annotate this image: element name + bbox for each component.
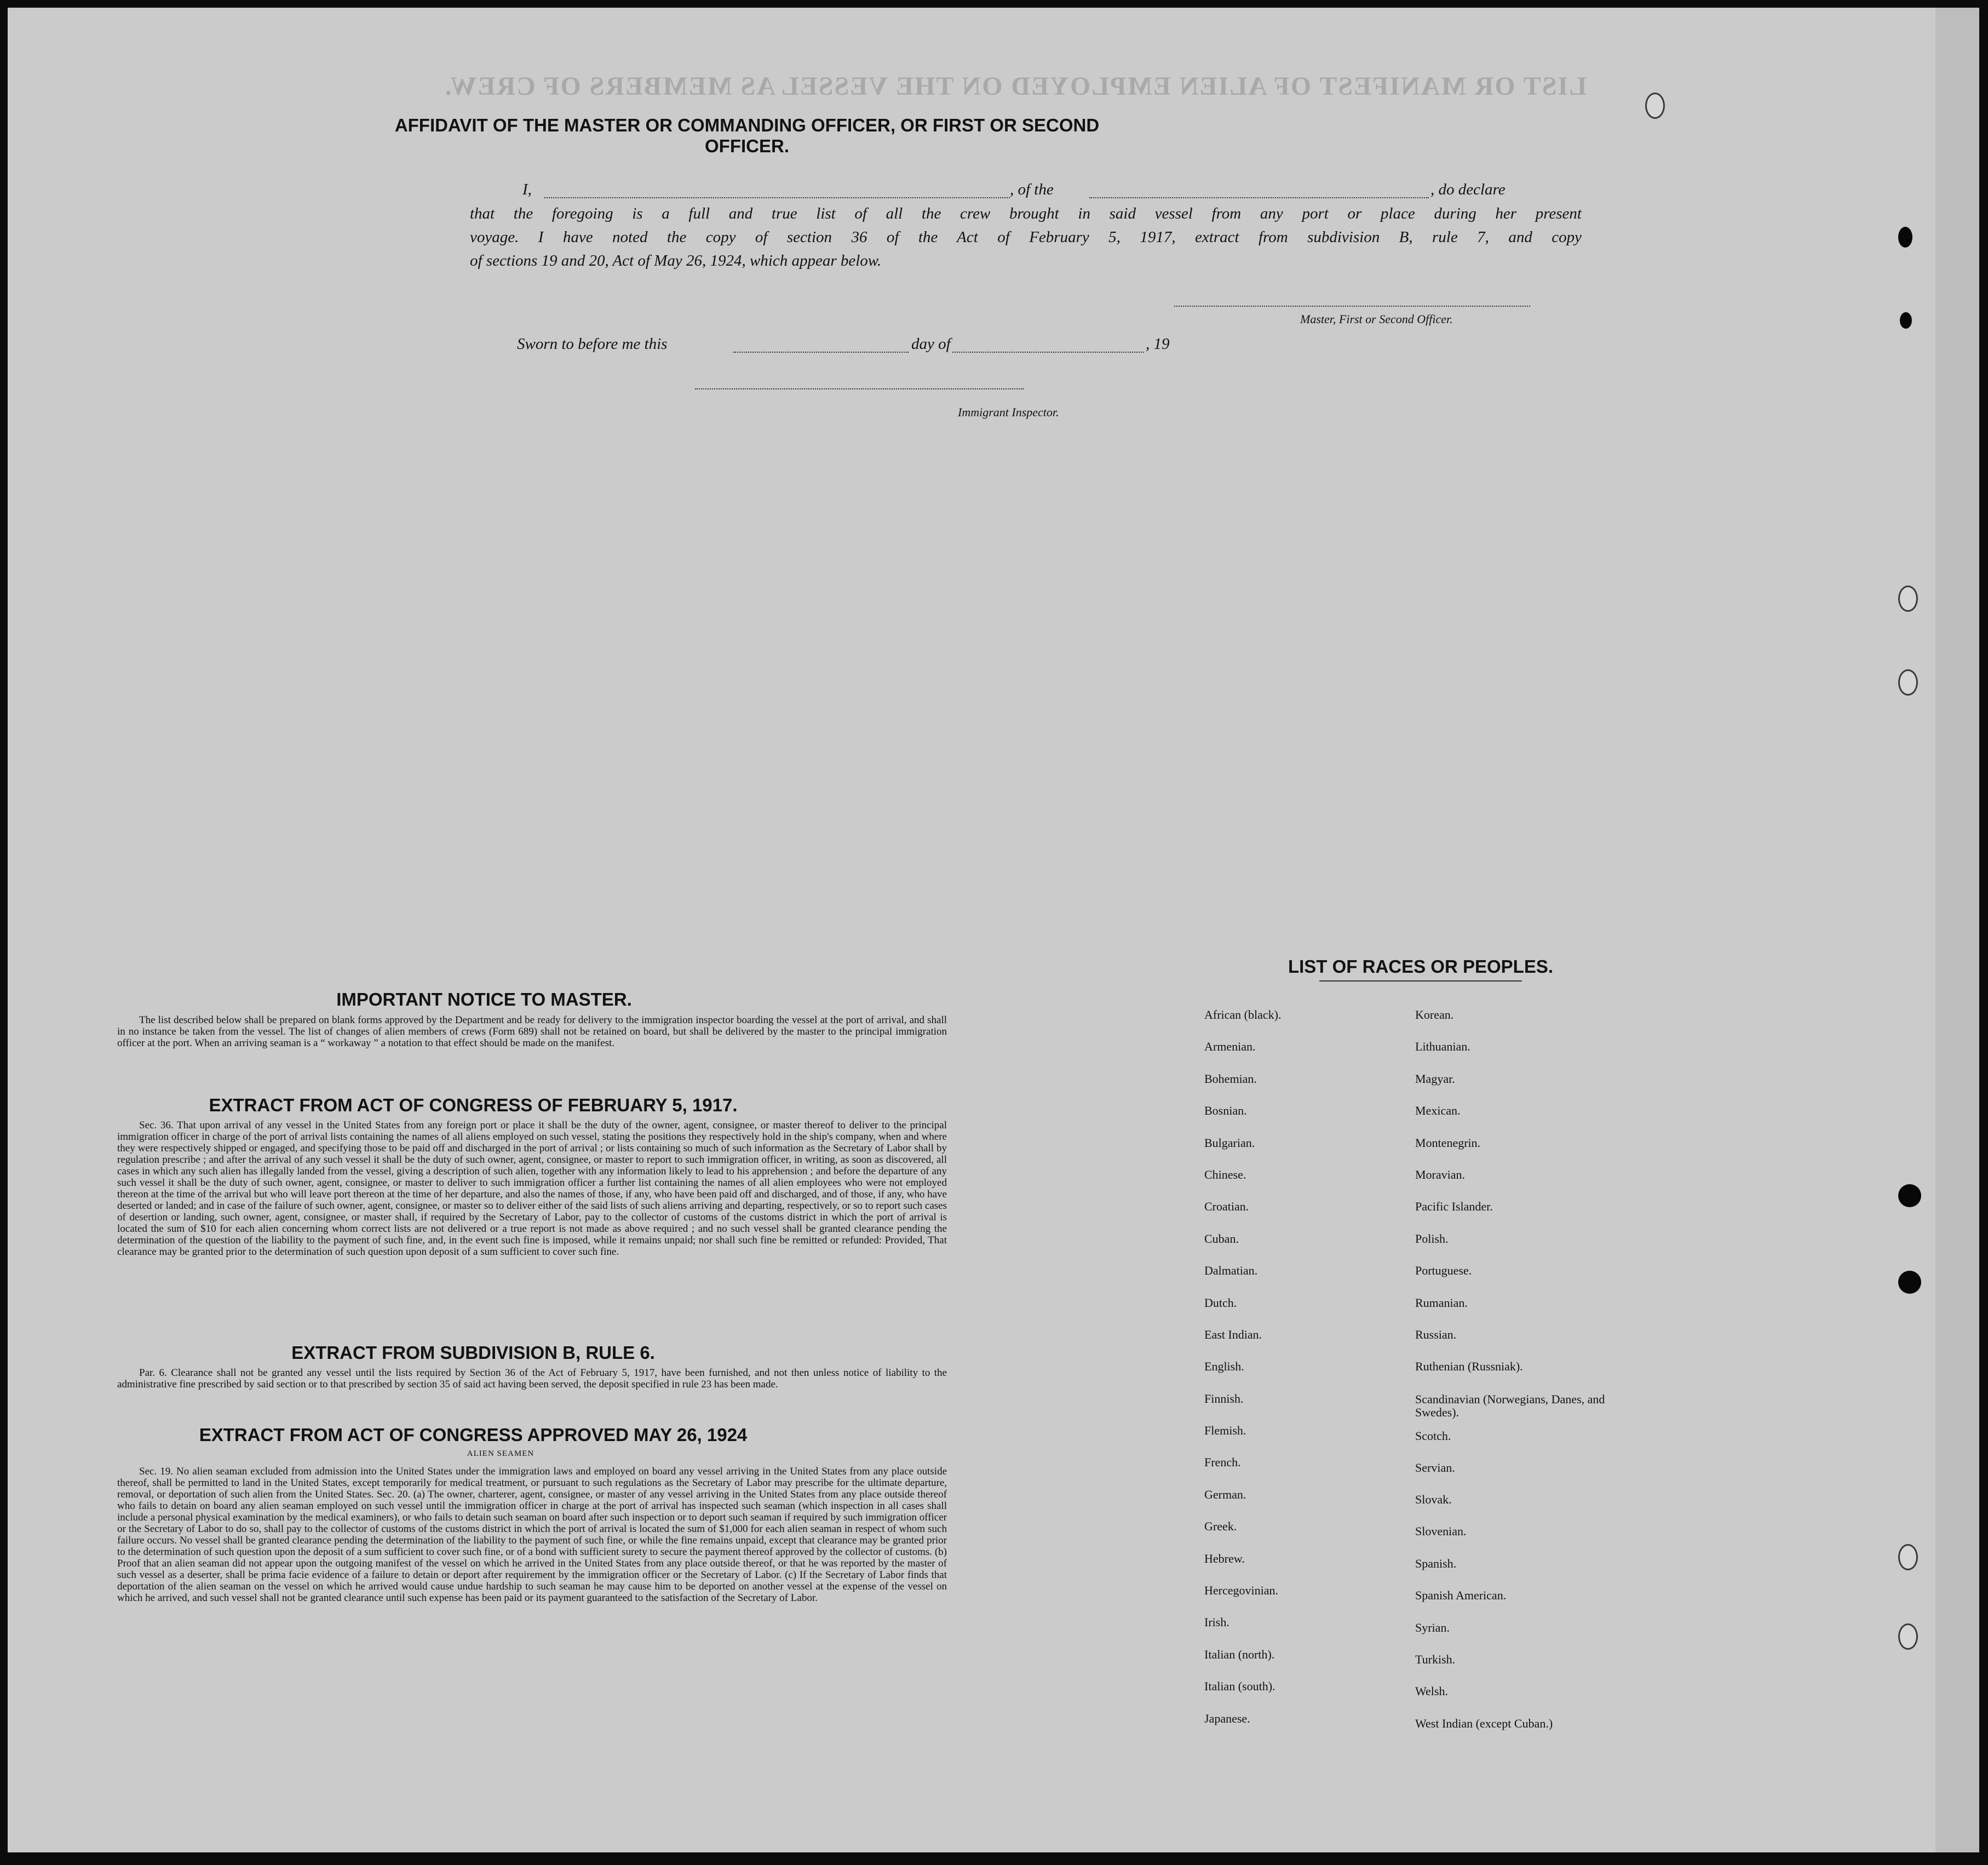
race-item: Scotch. bbox=[1415, 1428, 1451, 1443]
extract1-body: Sec. 36. That upon arrival of any vessel in the United States from any foreign port or place it shall be the duty of the owner, agent, consignee, or master thereof to deliver to the principal immigration officer in charge of the port of arrival lists containing the names of all aliens employed on such vessel, stating the positions they respectively hold in the ship's company, when and where they were respectively shipped or engaged, and specifying those to be paid off and discharged in the port of arrival ; or lists containing so much of such information as the Secretary of Labor shall by regulation prescribe ; and after the arrival of any such vessel it shall be the duty of such owner, agent, consignee, or master to report to such immigration officer, in writing, as soon as discovered, all cases in which any such alien has illegally landed from the vessel, giving a description of such alien, together with any information likely to lead to his apprehension ; and before the departure of any such vessel it shall be the duty of such owner, agent, consignee, or master to deliver to such immigration officer a further list containing the names of all alien employees who were not employed thereon at the time of the arrival but who will leave port thereon at the time of her departure, and also the names of those, if any, who have been paid off and discharged, and of those, if any, who have deserted or landed; and in case of the failure of such owner, agent, consignee, or master so to deliver either of the said lists of such aliens arriving and departing, respectively, or so to report such cases of desertion or landing, such owner, agent, consignee, or master shall, if required by the Secretary of Labor, pay to the collector of customs of the customs district in which the port of arrival is located the sum of $10 for each alien concerning whom correct lists are not delivered or a true report is not made as above required ; and no such vessel shall be granted clearance pending the determination of the question of the liability to the payment of such fine, and, in the event such fine is imposed, while it remains unpaid; nor shall such fine be remitted or refunded: Provided, That clearance may be granted prior to the determination of such question upon deposit of a sum sufficient to cover such fine. bbox=[117, 1120, 947, 1258]
race-item: West Indian (except Cuban.) bbox=[1415, 1716, 1553, 1730]
extract3-title: EXTRACT FROM ACT OF CONGRESS APPROVED MAY 26, 1924 bbox=[199, 1425, 748, 1445]
race-item: Italian (north). bbox=[1204, 1647, 1275, 1661]
vessel-line[interactable] bbox=[1089, 197, 1429, 198]
race-item: Bulgarian. bbox=[1204, 1135, 1255, 1150]
affidavit-line3: voyage. I have noted the copy of section 36 of the Act of February 5, 1917, extract from subdivision B, rule 7, and copy bbox=[470, 228, 1582, 246]
affidavit-declare: , do declare bbox=[1430, 181, 1506, 198]
race-item: Hercegovinian. bbox=[1204, 1583, 1278, 1598]
race-item: African (black). bbox=[1204, 1008, 1282, 1022]
race-item: Ruthenian (Russniak). bbox=[1415, 1359, 1523, 1374]
race-item: Mexican. bbox=[1415, 1104, 1461, 1118]
race-item: Montenegrin. bbox=[1415, 1135, 1481, 1150]
race-item: Hebrew. bbox=[1204, 1551, 1245, 1565]
race-item: Scandinavian (Norwegians, Danes, and Swedes). bbox=[1415, 1392, 1605, 1419]
race-item: Greek. bbox=[1204, 1519, 1237, 1534]
race-item: Japanese. bbox=[1204, 1711, 1250, 1725]
race-item: Cuban. bbox=[1204, 1231, 1239, 1246]
punch-hole bbox=[1898, 669, 1918, 696]
race-item: Slovenian. bbox=[1415, 1524, 1467, 1539]
race-item: Bohemian. bbox=[1204, 1071, 1257, 1086]
races-title: LIST OF RACES OR PEOPLES. bbox=[1288, 956, 1554, 977]
race-item: Spanish. bbox=[1415, 1556, 1457, 1570]
sworn-day-line[interactable] bbox=[733, 352, 909, 353]
punch-hole bbox=[1898, 1623, 1918, 1650]
races-col2 bbox=[1415, 1008, 1645, 1748]
punch-dot bbox=[1898, 1184, 1921, 1207]
race-item: Servian. bbox=[1415, 1460, 1455, 1474]
race-item: Flemish. bbox=[1204, 1424, 1246, 1438]
notice-title: IMPORTANT NOTICE TO MASTER. bbox=[336, 989, 632, 1009]
year-label: , 19 bbox=[1146, 335, 1170, 353]
extract2-title: EXTRACT FROM SUBDIVISION B, RULE 6. bbox=[291, 1342, 655, 1363]
race-item: Rumanian. bbox=[1415, 1295, 1468, 1310]
punch-hole bbox=[1645, 93, 1665, 119]
race-item: Pacific Islander. bbox=[1415, 1200, 1493, 1214]
sworn-month-line[interactable] bbox=[952, 352, 1144, 353]
race-item: Slovak. bbox=[1415, 1493, 1452, 1507]
race-item: Polish. bbox=[1415, 1231, 1449, 1246]
master-label: Master, First or Second Officer. bbox=[1300, 312, 1453, 326]
race-item: Korean. bbox=[1415, 1008, 1454, 1022]
race-item: English. bbox=[1204, 1359, 1244, 1374]
race-item: Syrian. bbox=[1415, 1620, 1450, 1634]
race-item: Magyar. bbox=[1415, 1071, 1455, 1086]
sworn-label: Sworn to before me this bbox=[517, 335, 668, 353]
punch-hole bbox=[1898, 586, 1918, 612]
extract3-subtitle: ALIEN SEAMEN bbox=[467, 1449, 535, 1458]
extract2-body: Par. 6. Clearance shall not be granted any vessel until the lists required by Section 36 of the Act of February 5, 1917, have been furnished, and not then unless notice of liability to the administrative fine prescribed by said section or to that prescribed by section 35 of said act having been served, the deposit specified in rule 23 has been made. bbox=[117, 1367, 947, 1390]
affidavit-of-the: , of the bbox=[1010, 181, 1054, 198]
notice-body: The list described below shall be prepared on blank forms approved by the Department and be ready for delivery to the immigration inspector boarding the vessel at the port of arrival, and shall in no instance be taken from the vessel. The list of changes of alien members of crews (Form 689) shall not be retained on board, but shall be delivered by the master to the principal immigration officer at the port. When an arriving seaman is a “ workaway ” a notation to that effect should be made on the manifest. bbox=[117, 1014, 947, 1049]
inspector-label: Immigrant Inspector. bbox=[958, 405, 1059, 419]
race-item: Croatian. bbox=[1204, 1200, 1249, 1214]
race-item: French. bbox=[1204, 1455, 1241, 1470]
races-title-underline bbox=[1319, 980, 1522, 982]
inspector-signature-line[interactable] bbox=[695, 388, 1024, 389]
extract1-title: EXTRACT FROM ACT OF CONGRESS OF FEBRUARY 5, 1917. bbox=[209, 1095, 738, 1115]
extract3-body: Sec. 19. No alien seaman excluded from admission into the United States under the immigration laws and employed on board any vessel arriving in the United States from any place outside thereof, shall be permitted to land in the United States, except temporarily for medical treatment, or pursuant to such regulations as the Secretary of Labor may prescribe for the ultimate departure, removal, or deportation of such alien from the United States. Sec. 20. (a) The owner, charterer, agent, consignee, or master of any vessel arriving in the United States from any place outside thereof who fails to detain on board any alien seaman employed on such vessel until the immigration officer in charge at the port of arrival has inspected such seaman (which inspection in all cases shall include a personal physical examination by the medical examiners), or who fails to detain such seaman on board after such inspection or to deport such seaman if required by such immigration officer or the Secretary of Labor to do so, shall pay to the collector of customs of the customs district in which the port of arrival is located the sum of $1,000 for each alien seaman in respect of whom such failure occurs. No vessel shall be granted clearance pending the determination of the liability to the payment of such fine, or while the fine remains unpaid, except that clearance may be granted prior to the determination of such question upon the deposit of a sum sufficient to cover such fine, or of a bond with sufficient surety to secure the payment thereof approved by the collector of customs. (b) Proof that an alien seaman did not appear upon the outgoing manifest of the vessel on which he arrived in the United States from any place outside thereof, or that he was reported by the master of such vessel as a deserter, shall be prima facie evidence of a failure to detain or deport after requirement by the immigration officer or the Secretary of Labor. (c) If the Secretary of Labor finds that deportation of the alien seaman on the vessel on which he arrived would cause undue hardship to such seaman he may cause him to be deported on another vessel at the expense of the vessel on which he arrived, and such vessel shall not be granted clearance until such expense has been paid or its payment guaranteed to the satisfaction of the Secretary of Labor. bbox=[117, 1466, 947, 1604]
affidavit-i: I, bbox=[522, 181, 532, 198]
race-item: Lithuanian. bbox=[1415, 1040, 1470, 1054]
race-item: Welsh. bbox=[1415, 1684, 1448, 1698]
race-item: Spanish American. bbox=[1415, 1588, 1507, 1603]
race-item: German. bbox=[1204, 1487, 1246, 1501]
race-item: Bosnian. bbox=[1204, 1104, 1247, 1118]
page-edge bbox=[1935, 8, 1979, 1852]
affidavit-line4: of sections 19 and 20, Act of May 26, 1924, which appear below. bbox=[470, 252, 882, 269]
bleed-through-header: LIST OR MANIFEST OF ALIEN EMPLOYED ON THE VESSEL AS MEMBERS OF CREW. bbox=[444, 72, 1587, 101]
race-item: Russian. bbox=[1415, 1327, 1457, 1341]
punch-hole bbox=[1898, 1544, 1918, 1570]
punch-dot bbox=[1900, 312, 1912, 329]
race-item: Moravian. bbox=[1415, 1167, 1466, 1181]
punch-dot bbox=[1898, 227, 1912, 248]
race-item: Italian (south). bbox=[1204, 1679, 1275, 1694]
affidavit-title: AFFIDAVIT OF THE MASTER OR COMMANDING OFFICER, OR FIRST OR SECOND OFFICER. bbox=[394, 115, 1100, 156]
master-signature-line[interactable] bbox=[1174, 306, 1530, 307]
race-item: Irish. bbox=[1204, 1615, 1229, 1629]
affidavit-line2: that the foregoing is a full and true list of all the crew brought in said vessel from any port or place during her present bbox=[470, 205, 1582, 222]
race-item: Chinese. bbox=[1204, 1167, 1246, 1181]
races-col1 bbox=[1204, 1008, 1401, 1743]
punch-dot bbox=[1898, 1271, 1921, 1294]
day-of-label: day of bbox=[911, 335, 951, 353]
race-item: East Indian. bbox=[1204, 1327, 1262, 1341]
race-item: Dutch. bbox=[1204, 1295, 1237, 1310]
race-item: Dalmatian. bbox=[1204, 1264, 1258, 1278]
race-item: Finnish. bbox=[1204, 1391, 1244, 1405]
race-item: Turkish. bbox=[1415, 1652, 1456, 1667]
document-page bbox=[8, 8, 1935, 1852]
name-line[interactable] bbox=[544, 197, 1010, 198]
race-item: Armenian. bbox=[1204, 1040, 1256, 1054]
race-item: Portuguese. bbox=[1415, 1264, 1472, 1278]
